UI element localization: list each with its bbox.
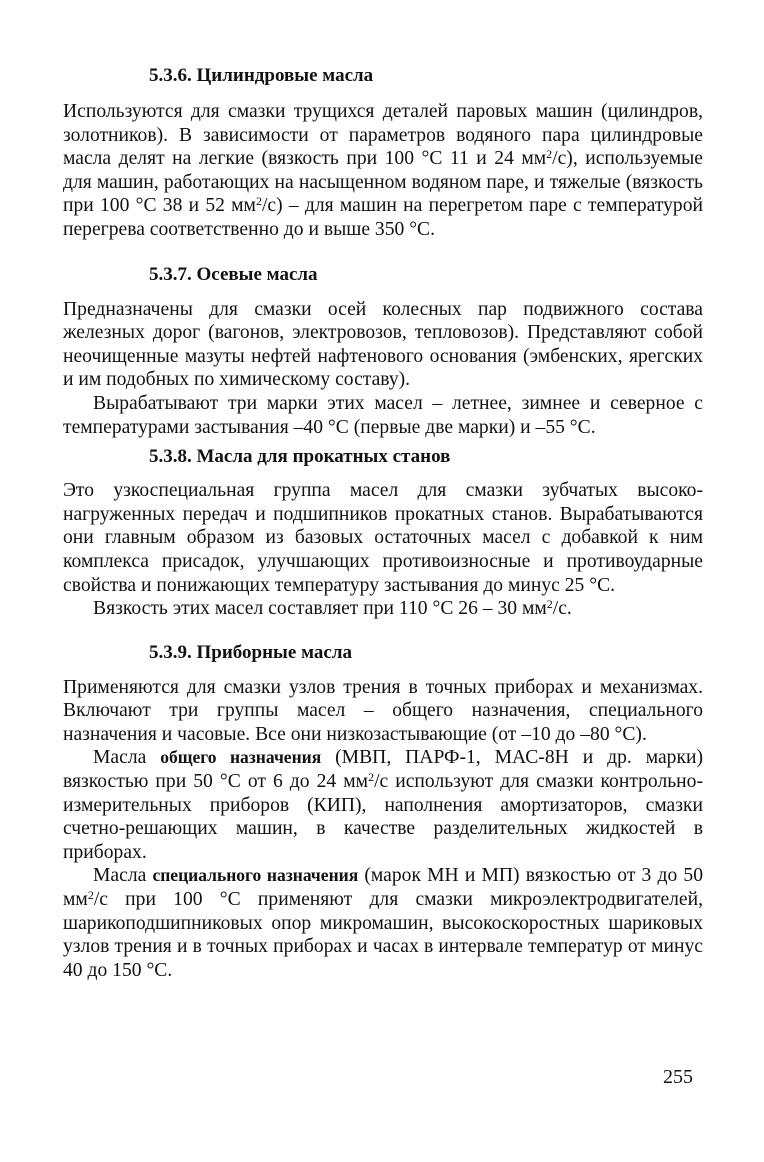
text-run: Масла bbox=[93, 865, 153, 887]
text-run: Вязкость этих масел составляет при 110 °С 26 – 30 мм bbox=[93, 598, 547, 620]
bold-term: общего назначения bbox=[160, 747, 322, 768]
page-number: 255 bbox=[663, 1066, 693, 1088]
text-run: (марок МН и МП) вязкостью от 3 до 50 мм bbox=[63, 865, 703, 911]
page-body bbox=[63, 62, 703, 982]
superscript: 2 bbox=[368, 770, 375, 785]
heading-5-3-8: 5.3.8. Масла для прокатных станов bbox=[149, 446, 451, 468]
text-run: /с. bbox=[552, 598, 572, 620]
text-run: /с используют для смазки контрольно-измерительных приборов (КИП), наполнения амортизаторов, смазки счетно-решающих машин, в качестве разделительных жидкостей в приборах. bbox=[63, 771, 703, 863]
text-run: Масла bbox=[93, 747, 161, 769]
superscript: 2 bbox=[255, 194, 262, 209]
superscript: 2 bbox=[546, 147, 553, 162]
paragraph-cylinder-oils bbox=[63, 100, 703, 242]
superscript: 2 bbox=[546, 597, 553, 612]
paragraph-instrument-oils-3 bbox=[63, 864, 703, 982]
paragraph-axle-oils-1: Предназначены для смазки осей колесных пар подвижного состава железных дорог (вагонов, электровозов, тепловозов). Представляют собой неочищенные мазуты нефтей нафтенового основания (эмбенских, ярегских и им подобных по химическому составу). bbox=[63, 298, 703, 391]
heading-5-3-7: 5.3.7. Осевые масла bbox=[149, 263, 318, 285]
paragraph-instrument-oils-1: Применяются для смазки узлов трения в точных приборах и механизмах. Включают три группы масел – общего назначения, специального назначения и часовые. Все они низкозастывающие (от –10 до –80 °С). bbox=[63, 676, 703, 745]
paragraph-instrument-oils-2 bbox=[63, 746, 703, 864]
heading-5-3-9: 5.3.9. Приборные масла bbox=[149, 641, 352, 663]
bold-term: специального назначения bbox=[152, 865, 359, 886]
heading-5-3-6: 5.3.6. Цилиндровые масла bbox=[149, 65, 374, 86]
text-run: Используются для смазки трущихся деталей паровых машин (цилиндров, золотников). В зависимости от параметров водяного пара цилиндровые масла делят на легкие (вязкость при 100 °С 11 и 24 мм bbox=[63, 101, 703, 170]
text-run: /с при 100 °С применяют для смазки микроэлектродвигателей, шарикоподшипниковых опор микромашин, высокоскоростных шариковых узлов трения и в точных приборах и часах в интервале температур от минус 40 до 150 °С. bbox=[63, 889, 703, 981]
text-run: /с), используемые для машин, работающих на насыщенном водяном паре, и тяжелые (вязкость при 100 °С 38 и 52 мм bbox=[63, 148, 703, 217]
paragraph-rolling-mill-oils-1: Это узкоспециальная группа масел для смазки зубчатых высоконагруженных передач и подшипников прокатных станов. Вырабатываются они главным образом из базовых остаточных масел с добавкой к ним комплекса присадок, улучшающих противоизносные и противоударные свойства и понижающих температуру застывания до минус 25 °С. bbox=[63, 480, 703, 596]
text-run: (МВП, ПАРФ-1, МАС-8Н и др. марки) вязкостью при 50 °С от 6 до 24 мм bbox=[63, 747, 703, 793]
paragraph-axle-oils-2: Вырабатывают три марки этих масел – летнее, зимнее и северное с температурами застывания –40 °С (первые две марки) и –55 °С. bbox=[63, 392, 703, 438]
superscript: 2 bbox=[87, 888, 94, 903]
text-run: /с) – для машин на перегретом паре с температурой перегрева соответственно до и выше 350 °С. bbox=[63, 195, 703, 240]
paragraph-rolling-mill-oils-2 bbox=[63, 597, 703, 621]
